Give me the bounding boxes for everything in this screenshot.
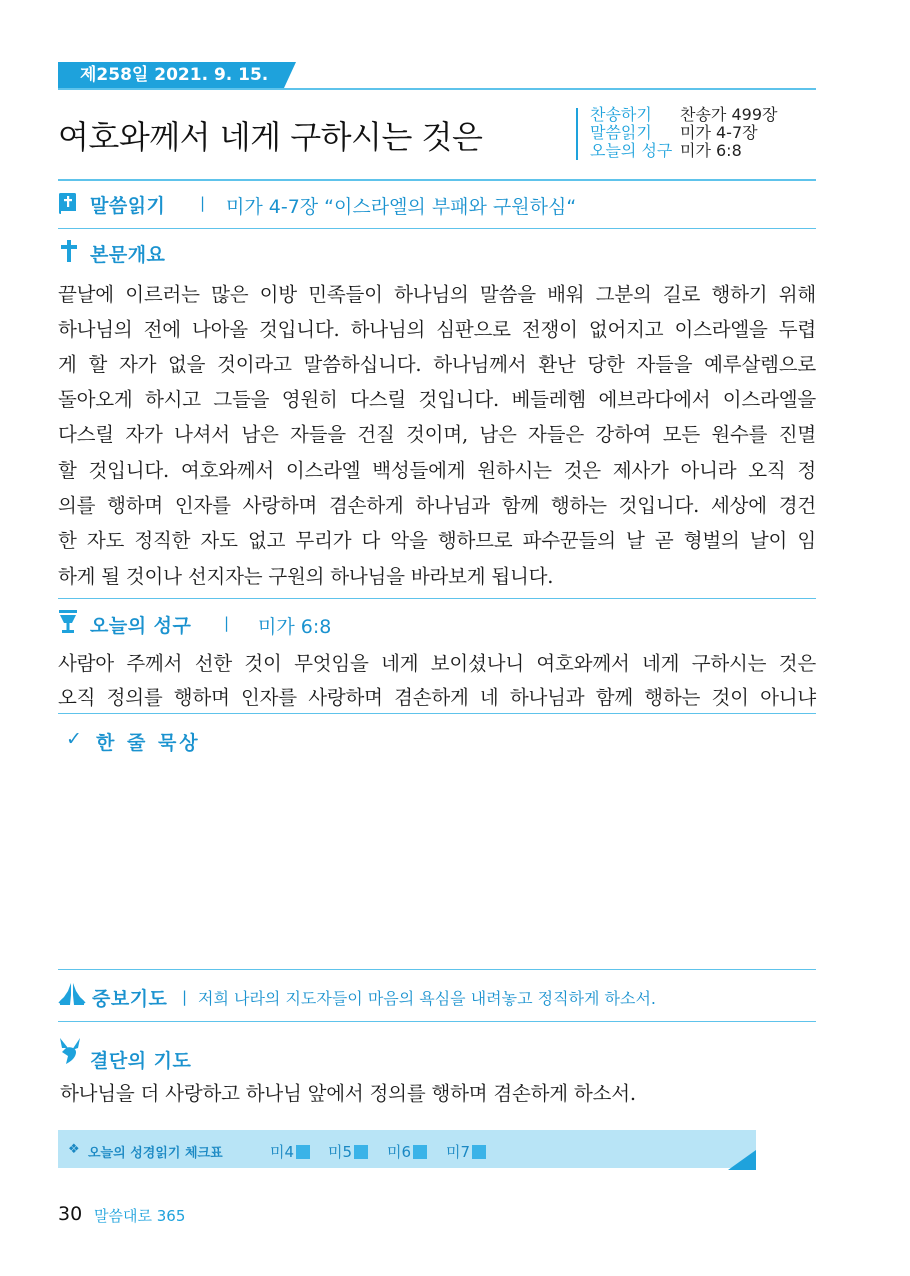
overview-divider — [58, 598, 816, 599]
overview-heading: 본문개요 — [90, 244, 166, 266]
reading-heading: 말씀읽기 — [90, 195, 166, 217]
info-label-verse: 오늘의 성구 — [590, 141, 673, 160]
checkbox[interactable] — [354, 1145, 368, 1159]
page-number: 30 — [58, 1203, 83, 1225]
verse-reference: 미가 6:8 — [258, 616, 332, 638]
praying-hands-icon — [58, 981, 86, 1011]
verse-line: 오직 정의를 행하며 인자를 사랑하며 겸손하게 네 하나님과 함께 행하는 것이 아니냐 — [58, 686, 816, 709]
bible-icon — [58, 192, 78, 220]
resolution-heading: 결단의 기도 — [90, 1050, 192, 1072]
info-label-hymn: 찬송하기 — [590, 105, 652, 124]
intercession-heading: 중보기도 — [92, 988, 168, 1010]
checklist-item[interactable]: 미6 — [387, 1141, 427, 1162]
date-tab: 제258일 2021. 9. 15. 수 — [58, 62, 284, 88]
checklist-item[interactable]: 미4 — [270, 1141, 310, 1162]
reading-separator: | — [200, 194, 206, 212]
checklist-bullet: ❖ — [68, 1142, 80, 1157]
overview-line: 끝날에 이르러는 많은 이방 민족들이 하나님의 말씀을 배워 그분의 길로 행하기 위해 — [58, 283, 816, 306]
intercession-text: 저희 나라의 지도자들이 마음의 욕심을 내려놓고 정직하게 하소서. — [198, 989, 657, 1008]
overview-line: 게 할 자가 없을 것이라고 말씀하십니다. 하나님께서 환난 당한 자들을 예루살렘으로 — [58, 353, 816, 376]
checklist-corner — [728, 1150, 756, 1170]
verse-heading: 오늘의 성구 — [90, 615, 192, 637]
checkbox[interactable] — [413, 1145, 427, 1159]
checkbox[interactable] — [296, 1145, 310, 1159]
overview-line: 돌아오게 하시고 그들을 영원히 다스릴 것입니다. 베들레헴 에브라다에서 이스라엘을 — [58, 388, 816, 411]
resolution-text: 하나님을 더 사랑하고 하나님 앞에서 정의를 행하며 겸손하게 하소서. — [60, 1082, 636, 1105]
header-divider — [58, 179, 816, 181]
info-value-verse: 미가 6:8 — [680, 141, 742, 160]
verse-separator: | — [224, 614, 230, 632]
page-title: 여호와께서 네게 구하시는 것은 — [58, 118, 483, 156]
overview-line: 할 것입니다. 여호와께서 이스라엘 백성들에게 원하시는 것은 제사가 아니라 오직 정 — [58, 459, 816, 482]
dove-icon — [58, 1036, 82, 1070]
intercession-separator: | — [182, 988, 188, 1006]
checklist-item[interactable]: 미7 — [446, 1141, 486, 1162]
reading-reference: 미가 4-7장 “이스라엘의 부패와 구원하심“ — [226, 196, 577, 218]
overview-line: 다스릴 자가 나셔서 남은 자들을 건질 것이며, 남은 자들은 강하여 모든 원수를 진멸 — [58, 423, 816, 446]
info-values — [680, 106, 777, 160]
checkbox[interactable] — [472, 1145, 486, 1159]
overview-line: 한 자도 정직한 자도 없고 무리가 다 악을 행하므로 파수꾼들의 날 곧 형벌의 날이 임 — [58, 529, 816, 552]
info-value-hymn: 찬송가 499장 — [680, 105, 778, 124]
check-icon: ✓ — [66, 728, 83, 750]
reading-divider — [58, 228, 816, 229]
meditation-divider — [58, 969, 816, 970]
top-divider — [58, 88, 816, 90]
info-divider — [576, 108, 578, 160]
verse-line: 사람아 주께서 선한 것이 무엇임을 네게 보이셨나니 여호와께서 네게 구하시는 것은 — [58, 652, 816, 675]
overview-line: 의를 행하며 인자를 사랑하며 겸손하게 하나님과 함께 행하는 것입니다. 세상에 경건 — [58, 494, 816, 517]
chalice-icon — [59, 610, 77, 638]
overview-line: 하게 될 것이나 선지자는 구원의 하나님을 바라보게 됩니다. — [58, 565, 554, 588]
info-label-reading: 말씀읽기 — [590, 123, 652, 142]
info-labels — [590, 106, 672, 160]
info-value-reading: 미가 4-7장 — [680, 123, 758, 142]
intercession-divider — [58, 1021, 816, 1022]
book-title: 말씀대로 365 — [94, 1207, 186, 1225]
cross-icon — [60, 240, 78, 266]
checklist-label: 오늘의 성경읽기 체크표 — [88, 1146, 223, 1161]
checklist-item[interactable]: 미5 — [328, 1141, 368, 1162]
meditation-heading: 한 줄 묵상 — [96, 732, 201, 754]
overview-line: 하나님의 전에 나아올 것입니다. 하나님의 심판으로 전쟁이 없어지고 이스라엘을 두렵 — [58, 318, 816, 341]
verse-divider — [58, 713, 816, 714]
